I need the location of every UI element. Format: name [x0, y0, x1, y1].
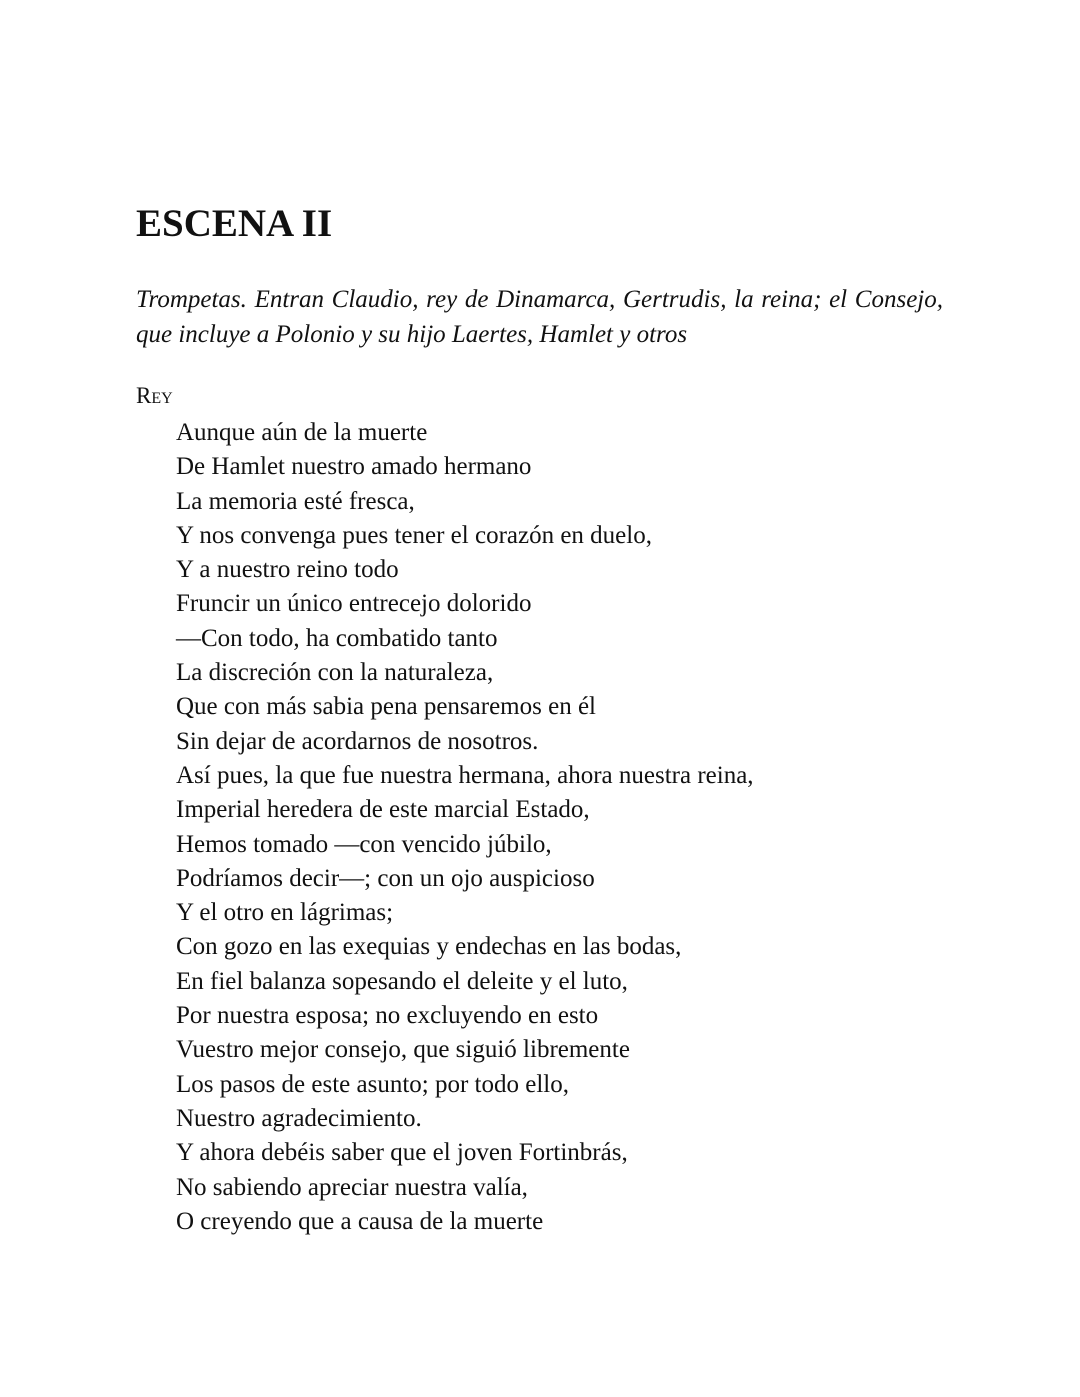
verse-line: Así pues, la que fue nuestra hermana, ahora nuestra reina,	[176, 761, 754, 789]
verse-line: No sabiendo apreciar nuestra valía,	[176, 1173, 528, 1201]
verse-line: La discreción con la naturaleza,	[176, 659, 494, 687]
verse-line: La memoria esté fresca,	[176, 487, 415, 515]
verse-line: Y nos convenga pues tener el corazón en duelo,	[176, 521, 652, 549]
verse-line: Vuestro mejor consejo, que siguió libremente	[176, 1036, 630, 1064]
scene-title: ESCENA II	[136, 202, 333, 245]
verse-line: Nuestro agradecimiento.	[176, 1104, 422, 1132]
verse-line: Podríamos decir—; con un ojo auspicioso	[176, 864, 595, 892]
verse-line: Hemos tomado —con vencido júbilo,	[176, 830, 552, 858]
verse-line: Por nuestra esposa; no excluyendo en esto	[176, 1002, 599, 1030]
speaker-name: Rey	[136, 383, 173, 408]
verse-line: Imperial heredera de este marcial Estado,	[176, 796, 590, 824]
verse-line: Aunque aún de la muerte	[176, 419, 428, 446]
verse-line: Los pasos de este asunto; por todo ello,	[176, 1070, 569, 1098]
verse-line: Y el otro en lágrimas;	[176, 899, 394, 927]
verse-line: Fruncir un único entrecejo dolorido	[176, 590, 532, 618]
verse-line: Con gozo en las exequias y endechas en las bodas,	[176, 933, 682, 961]
verse-line: Sin dejar de acordarnos de nosotros.	[176, 727, 539, 755]
verse-line: O creyendo que a causa de la muerte	[176, 1207, 544, 1235]
verse-line: De Hamlet nuestro amado hermano	[176, 453, 532, 481]
verse-line: Y a nuestro reino todo	[176, 556, 399, 584]
stage-direction: Trompetas. Entran Claudio, rey de Dinamarca, Gertrudis, la reina; el Consejo, que incluye a Polonio y su hijo Laertes, Hamlet y otros	[136, 286, 943, 348]
verse-line: En fiel balanza sopesando el deleite y el luto,	[176, 967, 628, 995]
verse-line: Que con más sabia pena pensaremos en él	[176, 693, 596, 721]
verse-lines	[176, 416, 754, 1239]
verse-line: —Con todo, ha combatido tanto	[176, 624, 498, 652]
verse-line: Y ahora debéis saber que el joven Fortinbrás,	[176, 1139, 628, 1167]
